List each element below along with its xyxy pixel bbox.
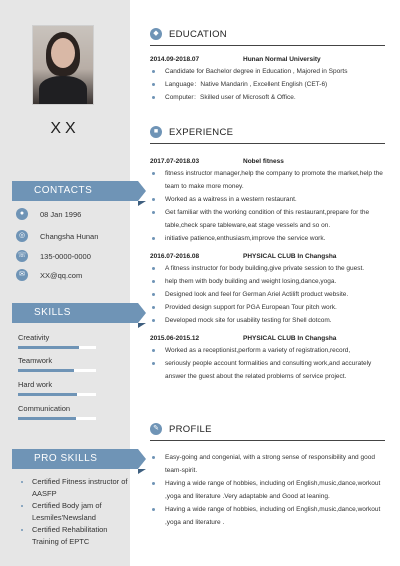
sidebar — [0, 0, 130, 566]
skill-communication: Communication — [18, 404, 96, 420]
skill-level-bar — [18, 417, 76, 420]
profile-item: Having a wide range of hobbies, including orl English,music,dance,workout ,yoga and literature .Very adaptable and Good at leaning. — [150, 477, 385, 503]
pro-skills-list — [20, 476, 128, 548]
job-item: fitness instructor manager,help the company to promote the market,help the team to make more money. — [150, 167, 385, 193]
candidate-name: XX — [50, 120, 80, 137]
job-item: Worked as a waitress in a western restaurant. — [150, 193, 385, 206]
location-pin-icon: ◎ — [16, 230, 28, 242]
briefcase-icon: ■ — [150, 126, 162, 138]
pencil-icon: ✎ — [150, 423, 162, 435]
profile-item: Easy-going and congenial, with a strong sense of responsibility and good team-spirit. — [150, 451, 385, 477]
skill-level-bar — [18, 369, 74, 372]
job-header: 2015.06-2015.12 PHYSICAL CLUB In Changsha — [150, 335, 337, 342]
divider — [150, 45, 385, 46]
skill-teamwork: Teamwork — [18, 356, 96, 372]
education-item: Language：Native Mandarin , Excellent English (CET-6) — [150, 78, 385, 91]
divider — [150, 143, 385, 144]
phone-icon: ☏ — [16, 250, 28, 262]
divider — [150, 440, 385, 441]
contact-location: ◎ Changsha Hunan — [16, 230, 98, 242]
pro-skill-item: • Certified Body jam of Lesmiles'Newsland — [32, 500, 128, 524]
job-item: Developed mock site for usability testing for Shell dotcom. — [150, 314, 385, 327]
contact-birthdate: ● 08 Jan 1996 — [16, 208, 81, 220]
contacts-heading: CONTACTS — [12, 181, 138, 201]
job-item: Worked as a receptionist,perform a variety of registration,record, — [150, 344, 385, 357]
job-item: Get familiar with the working condition of this restaurant,prepare for the table,check spare tableware,eat stage vessels and so on. — [150, 206, 385, 232]
job-item: Provided design support for PGA European Tour pitch work. — [150, 301, 385, 314]
job-item: seriously people account formalities and consulting work,and accurately answer the guest about the related problems of service project. — [150, 357, 385, 383]
education-section — [150, 25, 385, 104]
profile-title: PROFILE — [169, 423, 212, 435]
pro-skills-heading: PRO SKILLS — [12, 449, 138, 469]
pro-skill-item: • Certified Rehabilitation Training of EPTC — [32, 524, 128, 548]
user-icon: ● — [16, 208, 28, 220]
job-item: help them with body building and weight losing,dance,yoga. — [150, 275, 385, 288]
skill-hard-work: Hard work — [18, 380, 96, 396]
contact-phone: ☏ 135-0000-0000 — [17, 251, 91, 261]
experience-section — [150, 123, 385, 383]
profile-section — [150, 420, 385, 529]
mail-icon: ✉ — [16, 269, 28, 281]
job-item: A fitness instructor for body building,give private session to the guest. — [150, 262, 385, 275]
experience-title: EXPERIENCE — [169, 126, 234, 138]
profile-photo — [32, 25, 94, 105]
education-item: Computer：Skilled user of Microsoft & Office. — [150, 91, 385, 104]
education-title: EDUCATION — [169, 28, 227, 40]
education-item: Candidate for Bachelor degree in Education , Majored in Sports — [150, 65, 385, 78]
skill-level-bar — [18, 346, 79, 349]
job-header: 2016.07-2016.08 PHYSICAL CLUB In Changsha — [150, 253, 337, 260]
skill-level-bar — [18, 393, 77, 396]
skill-creativity: Creativity — [18, 333, 96, 349]
profile-item: Having a wide range of hobbies, including orl English,music,dance,workout ,yoga and literature . — [150, 503, 385, 529]
education-entry-header: 2014.09-2018.07 Hunan Normal University — [150, 56, 321, 63]
graduation-cap-icon: ◆ — [150, 28, 162, 40]
skills-heading: SKILLS — [12, 303, 138, 323]
pro-skill-item: • Certified Fitness instructor of AASFP — [32, 476, 128, 500]
job-item: Designed look and feel for German Ariel Actilift product website. — [150, 288, 385, 301]
contact-email[interactable]: ✉ XX@qq.com — [16, 269, 82, 281]
job-header: 2017.07-2018.03 Nobel fitness — [150, 158, 284, 165]
job-item: initiative patience,enthusiasm,improve the service work. — [150, 232, 385, 245]
